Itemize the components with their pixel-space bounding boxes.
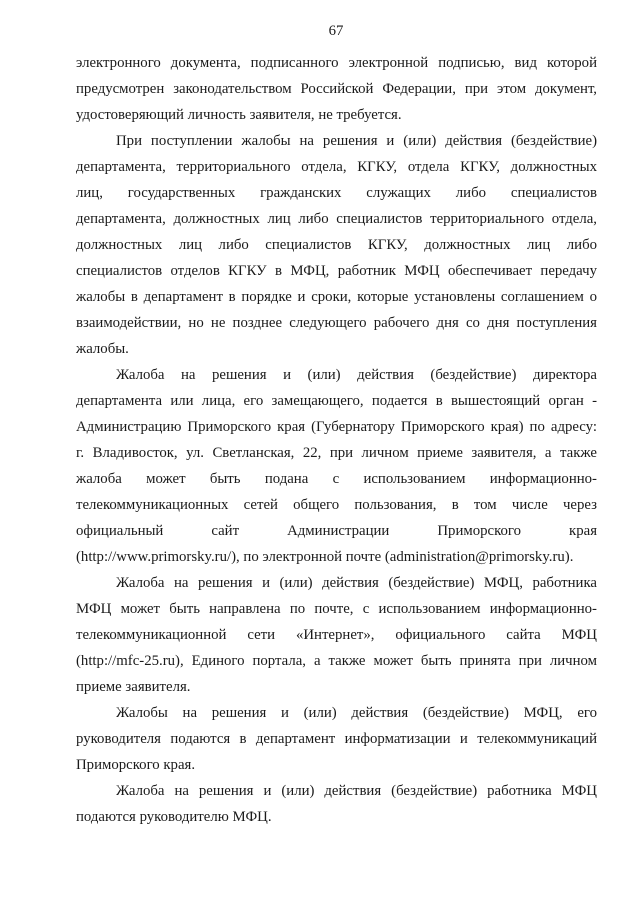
paragraph-3 <box>76 362 597 570</box>
document-body <box>76 50 597 830</box>
text-line: руководителя подаются в департамент информатизации и телекоммуникаций <box>76 731 597 747</box>
paragraph-2 <box>76 128 597 362</box>
text-line: подаются руководителю МФЦ. <box>76 809 272 825</box>
text-line: г. Владивосток, ул. Светланская, 22, при личном приеме заявителя, а также <box>76 445 597 461</box>
paragraph-1 <box>76 50 597 128</box>
text-line: лиц, государственных гражданских служащих либо специалистов <box>76 185 597 201</box>
text-line: должностных лиц либо специалистов КГКУ, должностных лиц либо <box>76 237 597 253</box>
text-line: предусмотрен законодательством Российской Федерации, при этом документ, <box>76 81 597 97</box>
text-line: Жалоба на решения и (или) действия (бездействие) работника МФЦ <box>116 783 597 799</box>
text-line: Приморского края. <box>76 757 196 773</box>
text-line: (http://www.primorsky.ru/), по электронной почте (administration@primorsky.ru). <box>76 549 574 565</box>
text-line: жалобы в департамент в порядке и сроки, которые установлены соглашением о <box>76 289 597 305</box>
page-number: 67 <box>328 23 344 39</box>
text-line: МФЦ может быть направлена по почте, с использованием информационно- <box>76 601 597 617</box>
paragraph-6 <box>76 778 597 830</box>
text-line: Администрацию Приморского края (Губернатору Приморского края) по адресу: <box>76 419 597 435</box>
text-line: жалобы. <box>76 341 129 357</box>
text-line: приеме заявителя. <box>76 679 191 695</box>
text-line: департамента, территориального отдела, КГКУ, отдела КГКУ, должностных <box>76 159 597 175</box>
text-line: (http://mfc-25.ru), Единого портала, а также может быть принята при личном <box>76 653 597 669</box>
text-line: удостоверяющий личность заявителя, не требуется. <box>76 107 402 123</box>
text-line: Жалоба на решения и (или) действия (бездействие) МФЦ, работника <box>116 575 597 591</box>
paragraph-5 <box>76 700 597 778</box>
text-line: Жалоба на решения и (или) действия (бездействие) директора <box>116 367 597 383</box>
text-line: Жалобы на решения и (или) действия (бездействие) МФЦ, его <box>116 705 597 721</box>
text-line: жалоба может быть подана с использованием информационно- <box>76 471 597 487</box>
text-line: электронного документа, подписанного электронной подписью, вид которой <box>76 55 597 71</box>
text-line: департамента, должностных лиц либо специалистов территориального отдела, <box>76 211 597 227</box>
text-line: специалистов отделов КГКУ в МФЦ, работник МФЦ обеспечивает передачу <box>76 263 597 279</box>
text-line: взаимодействии, но не позднее следующего рабочего дня со дня поступления <box>76 315 597 331</box>
text-line: официальный сайт Администрации Приморского края <box>76 523 597 539</box>
text-line: При поступлении жалобы на решения и (или) действия (бездействие) <box>116 133 597 149</box>
text-line: телекоммуникационных сетей общего пользования, в том числе через <box>76 497 597 513</box>
text-line: телекоммуникационной сети «Интернет», официального сайта МФЦ <box>76 627 597 643</box>
text-line: департамента или лица, его замещающего, подается в вышестоящий орган - <box>76 393 597 409</box>
paragraph-4 <box>76 570 597 700</box>
